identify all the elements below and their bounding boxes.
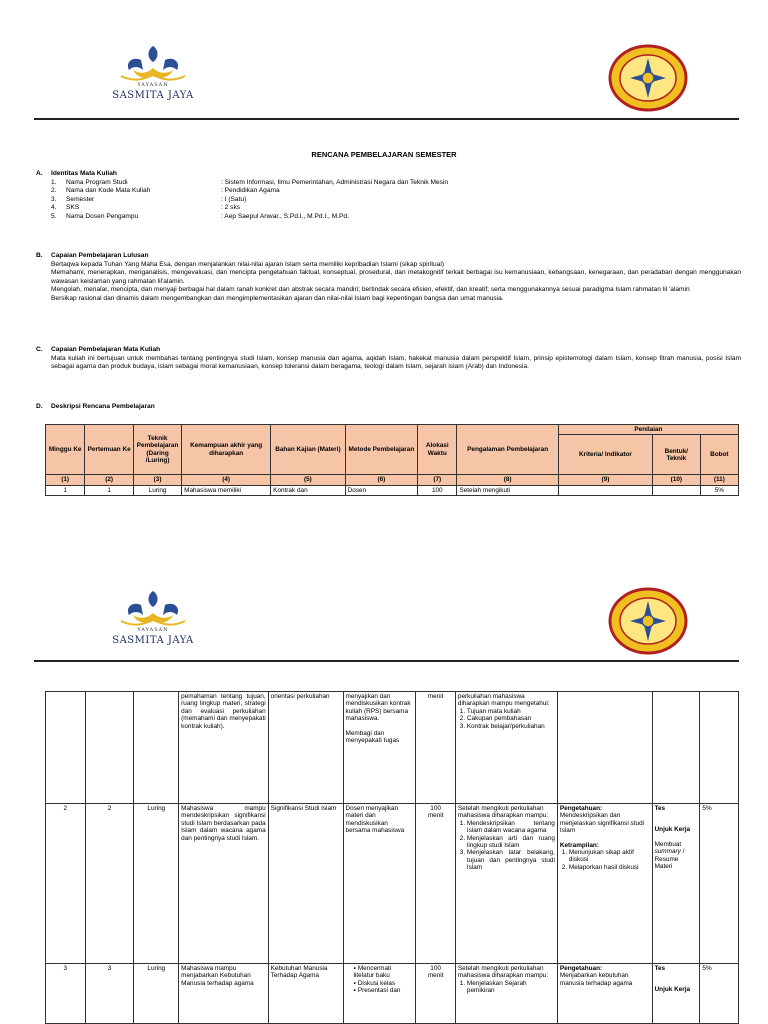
identity-row: 1. Nama Program Studi : Sistem Informasi, Ilmu Pemerintahan, Administrasi Negara dan Teknik Mesin [51,178,449,186]
section-d-heading: D. Deskripsi Rencana Pembelajaran [36,403,155,410]
col-kriteria: Kriteria/ Indikator [558,435,652,475]
page-2 [0,525,768,1024]
logo-name-text: SASMITA JAYA [112,635,194,646]
col-bahan: Bahan Kajian (Materi) [271,425,346,475]
cpmk-paragraph: Mata kuliah ini bertujuan untuk membahas tentang pentingnya studi Islam, konsep manusia dan agama, aqidah Islam, hakekat manusia dalam perspektif Islam, prinsip epistemologi dalam Islam, konsep fitrah manusia, posisi Islam sebagai agama dan produk budaya, islam sebagai moral kemanusiaan, konsep toleransi dalam beragama, teologi dalam Islam, sejarah islam (Arab) dan Indonesia. [51,354,741,371]
header-rule [34,660,739,662]
section-c [36,346,741,372]
sasmita-jaya-logo [103,40,203,102]
col-teknik: Teknik Pembelajaran (Daring /Luring) [133,425,181,475]
col-pertemuan: Pertemuan Ke [85,425,134,475]
cpl-paragraph: Bersikap rasional dan dinamis dalam mengembangkan dan mengimplementasikan ajaran dan nilai-nilai Islam bagi kepentingan bangsa dan umat manusia. [51,294,504,302]
identity-row: 2. Nama dan Kode Mata Kuliah : Pendidikan Agama [51,187,280,195]
table-row: 3 3 Luring Mahasiswa mampu menjabarkan Kebutuhan Manusia terhadap agama Kebutuhan Manusia Terhadap Agama ▪ Mencermati litelatur baku ▪ Diskusi kelas ▪ Presentasi dan 100 menit Setelah mengikuti perkuliahan mahasiswa diharapkan mampu: 1. Menjelaskan Sejarah pemikiran Pengetahuan: Menjabarkan kebutuhan manusia terhadap agama Tes Unjuk Kerja 5% [46,964,739,1024]
university-seal-icon [608,44,688,112]
section-b-heading: B. Capaian Pembelajaran Lulusan [36,252,149,259]
logo-name-text: SASMITA JAYA [112,90,194,101]
cpl-paragraph: Bertaqwa kepada Tuhan Yang Maha Esa, dengan menjalankan nilai-nilai ajaran Islam serta memiliki kepribadian Islami (sikap spiritual) [51,260,445,268]
col-penilaian: Penilaian [558,425,738,435]
logo-small-text: YAYASAN [137,82,169,88]
col-bobot: Bobot [700,435,738,475]
sasmita-jaya-logo [103,585,203,647]
section-b [36,252,741,304]
table-row: 2 2 Luring Mahasiswa mampu mendeskripsikan signifikansi studi Islam berdasarkan pada Islam dalam wacana agama dan pentingnya studi Islam. Signifikansi Studi Islam Dosen menyajikan materi dan mendiskusikan bersama mahasiswa 100 menit Setelah mengikuti perkuliahan mahasiswa diharapkan mampu: 1. Mendeskripsikan tentang Islam dalam wacana agama 2. Menjelaskan arti dan ruang lingkup studi Islam 3. Menjelaskan latar belakang, tujuan dan pentingnya studi Islam Pengetahuan: Mendeskripsikan dan menjelaskan signifikansi studi Islam Ketrampilan: 1. Menunjukan sikap aktif diskusi 2. Melaporkan hasil diskusi Tes Unjuk Kerja Membuat summary / Resume Materi 5% [46,804,739,964]
column-number-row: (1) (2) (3) (4) (5) (6) (7) (8) (9) (10) (11) [46,475,739,485]
rps-table-header [45,424,739,496]
section-a-heading: A. Identitas Mata Kuliah [36,170,117,177]
university-seal-icon [608,587,688,655]
identity-row: 5. Nama Dosen Pengampu : Aep Saepul Anwar., S.Pd.I., M.Pd.I., M.Pd. [51,212,349,220]
col-minggu: Minggu Ke [46,425,85,475]
rps-table-continued [45,691,739,1024]
col-alokasi: Alokasi Waktu [418,425,457,475]
table-row: 1 1 Luring Mahasiswa memiliki Kontrak dan Dosen 100 Setelah mengikuti 5% [46,485,739,495]
col-metode: Metode Pembelajaran [345,425,417,475]
header-rule [34,118,739,120]
section-a [36,170,448,222]
logo-small-text: YAYASAN [137,627,169,633]
page-title: RENCANA PEMBELAJARAN SEMESTER [311,150,457,159]
cpl-paragraph: Mengolah, menalar, mencipta, dan menyaji berbagai hal dalam ranah konkret dan abstrak secara mandiri; bertindak secara efisien, efektif, dan kreatif; serta menggunakannya sesuai paradigma Islam rahmatan lil 'alamin [51,286,690,294]
col-pengalaman: Pengalaman Pembelajaran [457,425,558,475]
col-bentuk: Bentuk/ Teknik [653,435,701,475]
col-kemampuan: Kemampuan akhir yang diharapkan [182,425,271,475]
section-c-heading: C. Capaian Pembelajaran Mata Kuliah [36,346,161,353]
section-d [36,403,155,412]
identity-row: 3. Semester : I (Satu) [51,195,247,203]
table-row: pemahaman tentang tujuan, ruang lingkup materi, strategi dan evaluasi perkuliahan (memahami dan menyepakati kontrak kuliah). orientasi perkuliahan menyajikan dan mendiskusikan kontrak kuliah (RPS) bersama mahasiswa. Membagi dan menyepakati tugas menit perkuliahan mahasiswa diharapkan mampu mengetahui: 1. Tujuan mata kuliah 2. Cakupan pembahasan 3. Kontrak belajar/perkuliahan [46,692,739,804]
identity-row: 4. SKS : 2 sks [51,204,241,212]
cpl-paragraph: Memahami, menerapkan, menganalisis, mengevaluasi, dan mencipta pengetahuan faktual, konseptual, prosedural, dan metakognitif terkait berbagai isu kemanusiaan, kebangsaan, kenegaraan, dan peradaban dengan menggunakan wawasan keislaman yang rahmatan lil'alamin. [51,269,741,285]
